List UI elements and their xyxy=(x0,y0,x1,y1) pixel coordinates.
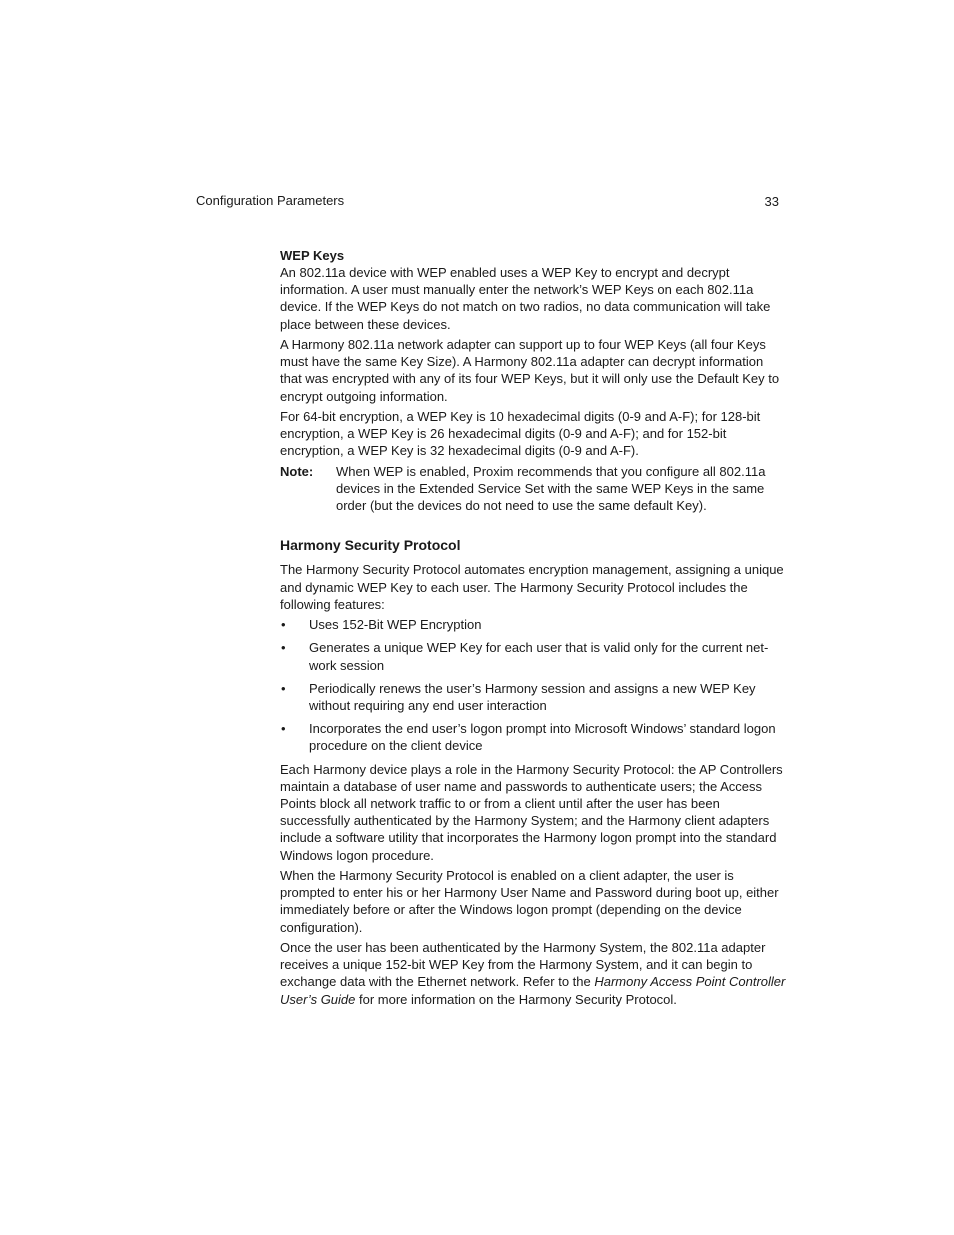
wep-keys-paragraph-1: An 802.11a device with WEP enabled uses a WEP Key to encrypt and decrypt information. A user must manually enter the network’s WEP Keys on each 802.11a device. If the WEP Keys do not match on two radios, no data communication will take place between these devices. xyxy=(280,265,771,332)
section-title: Configuration Parameters xyxy=(196,193,345,208)
note-block xyxy=(280,463,786,515)
feature-text: Uses 152-Bit WEP Encryption xyxy=(309,617,482,633)
harmony-heading: Harmony Security Protocol xyxy=(280,537,461,554)
feature-text: Incorporates the end user’s logon prompt into Microsoft Windows’ standard logon procedure on the client device xyxy=(309,721,776,754)
page-body xyxy=(280,247,786,1011)
harmony-closing-paragraph xyxy=(280,939,786,1008)
bullet-icon: • xyxy=(281,617,286,633)
wep-keys-heading: WEP Keys xyxy=(280,248,345,263)
bullet-icon: • xyxy=(281,721,286,737)
harmony-paragraph-1: Each Harmony device plays a role in the Harmony Security Protocol: the AP Controllers maintain a database of user name and passwords to authenticate users; the Access Points block all network traffic to or from a client until after the user has been successfully authenticated by the Harmony System; and the Harmony client adapters include a software utility that incorporates the Harmony logon prompt into the standard Windows logon procedure. xyxy=(280,761,783,863)
wep-keys-paragraph-2: A Harmony 802.11a network adapter can support up to four WEP Keys (all four Keys must have the same Key Size). A Harmony 802.11a adapter can decrypt information that was encrypted with any of its four WEP Keys, but it will only use the Default Key to encrypt outgoing information. xyxy=(280,337,780,404)
page-number: 33 xyxy=(764,194,779,209)
harmony-section xyxy=(280,536,786,1007)
closing-text-end: for more information on the Harmony Security Protocol. xyxy=(355,991,677,1007)
note-label: Note: xyxy=(280,463,314,479)
wep-keys-section xyxy=(280,247,786,514)
bullet-icon: • xyxy=(281,680,286,696)
harmony-paragraph-2: When the Harmony Security Protocol is enabled on a client adapter, the user is prompted to enter his or her Harmony User Name and Password during boot up, either immediately before or after the Windows logon prompt (depending on the device configuration). xyxy=(280,868,779,935)
feature-text: Periodically renews the user’s Harmony session and assigns a new WEP Key without requiring any end user interaction xyxy=(309,680,756,714)
feature-list xyxy=(280,616,786,754)
harmony-intro: The Harmony Security Protocol automates encryption management, assigning a unique and dynamic WEP Key to each user. The Harmony Security Protocol includes the following features: xyxy=(280,562,784,612)
bullet-icon: • xyxy=(281,640,286,656)
guide-title: Harmony Access Point Controller User’s Guide xyxy=(280,974,786,1007)
wep-keys-paragraph-3: For 64-bit encryption, a WEP Key is 10 hexadecimal digits (0-9 and A-F); for 128-bit encryption, a WEP Key is 26 hexadecimal digits (0-9 and A-F); and for 152-bit encryption, a WEP Key is 32 hexadecimal digits (0-9 and A-F). xyxy=(280,409,761,459)
list-item xyxy=(280,720,786,754)
list-item xyxy=(280,639,786,673)
list-item xyxy=(280,680,786,714)
note-text: When WEP is enabled, Proxim recommends that you configure all 802.11a devices in the Extended Service Set with the same WEP Keys in the same order (but the devices do not need to use the same default Key). xyxy=(336,463,766,514)
feature-text: Generates a unique WEP Key for each user that is valid only for the current net-work session xyxy=(309,640,769,673)
closing-text-start: Once the user has been authenticated by the Harmony System, the 802.11a adapter receives a unique 152-bit WEP Key from the Harmony System, and it can begin to exchange data with the Ethernet network. Refer to the xyxy=(280,940,766,990)
list-item xyxy=(280,616,786,633)
